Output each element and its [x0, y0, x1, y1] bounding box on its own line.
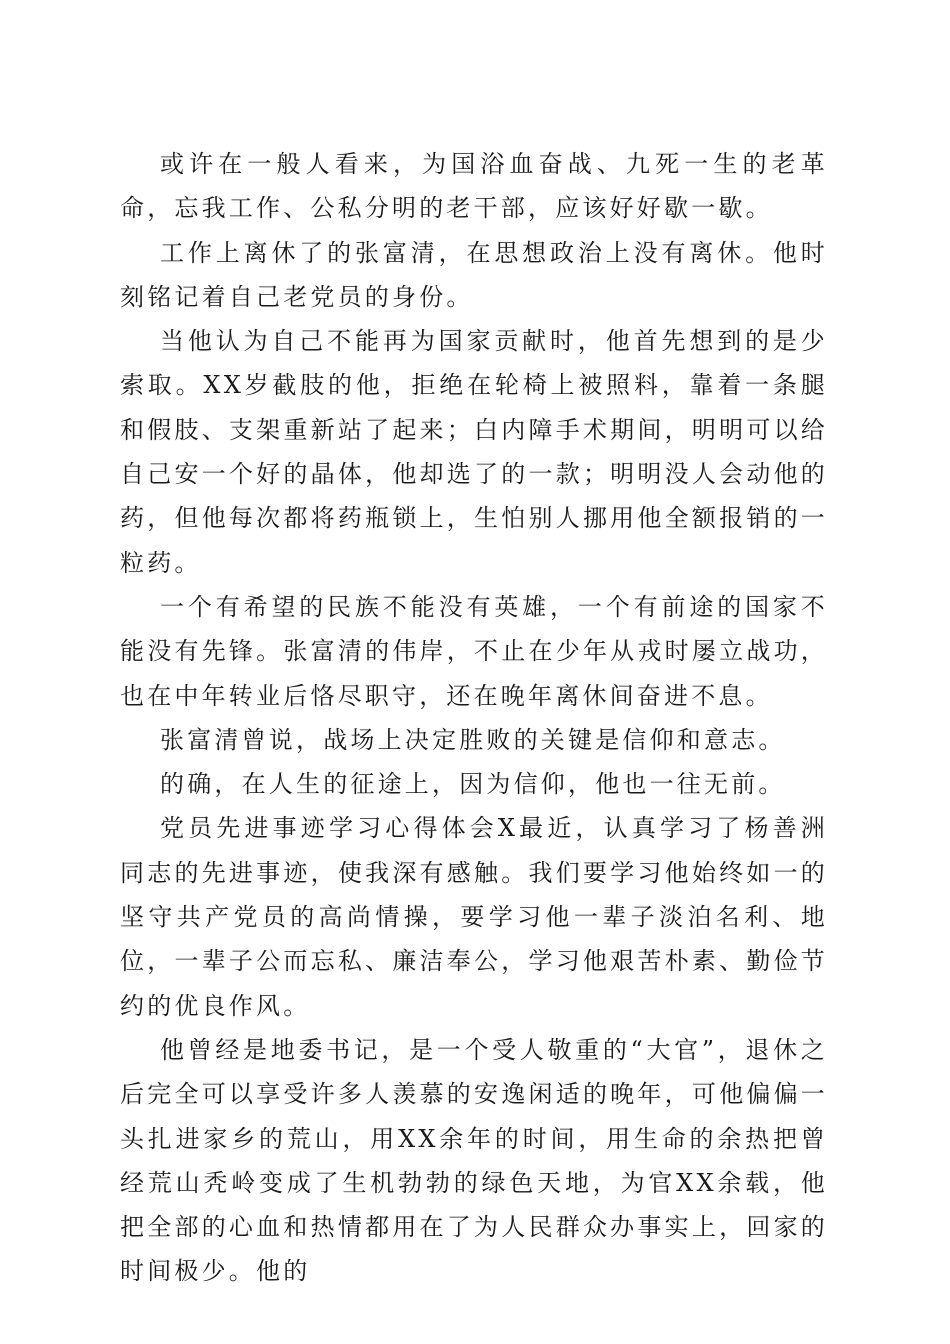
paragraph: 工作上离休了的张富清，在思想政治上没有离休。他时刻铭记着自己老党员的身份。: [120, 238, 828, 311]
paragraph: 当他认为自己不能再为国家贡献时，他首先想到的是少索取。XX岁截肢的他，拒绝在轮椅上被照料，靠着一条腿和假肢、支架重新站了起来；白内障手术期间，明明可以给自己安一个好的晶体，他却选了的一款；明明没人会动他的药，但他每次都将药瓶锁上，生怕别人挪用他全额报销的一粒药。: [120, 327, 828, 577]
paragraph: 或许在一般人看来，为国浴血奋战、九死一生的老革命，忘我工作、公私分明的老干部，应该好好歇一歇。: [120, 150, 828, 223]
paragraph: 他曾经是地委书记，是一个受人敬重的“大官”，退休之后完全可以享受许多人羡慕的安逸闲适的晚年，可他偏偏一头扎进家乡的荒山，用XX余年的时间，用生命的余热把曾经荒山秃岭变成了生机勃勃的绿色天地，为官XX余载，他把全部的心血和热情都用在了为人民群众办事实上，回家的时间极少。他的: [120, 1035, 828, 1286]
paragraph: 的确，在人生的征途上，因为信仰，他也一往无前。: [160, 770, 786, 799]
document-body: [120, 142, 828, 1294]
paragraph: 党员先进事迹学习心得体会X最近，认真学习了杨善洲同志的先进事迹，使我深有感触。我们要学习他始终如一的坚守共产党员的高尚情操，要学习他一辈子淡泊名利、地位，一辈子公而忘私、廉洁奉公，学习他艰苦朴素、勤俭节约的优良作风。: [120, 814, 828, 1020]
paragraph: 一个有希望的民族不能没有英雄，一个有前途的国家不能没有先锋。张富清的伟岸，不止在少年从戎时屡立战功，也在中年转业后恪尽职守，还在晚年离休间奋进不息。: [120, 592, 828, 710]
paragraph: 张富清曾说，战场上决定胜败的关键是信仰和意志。: [160, 725, 786, 754]
